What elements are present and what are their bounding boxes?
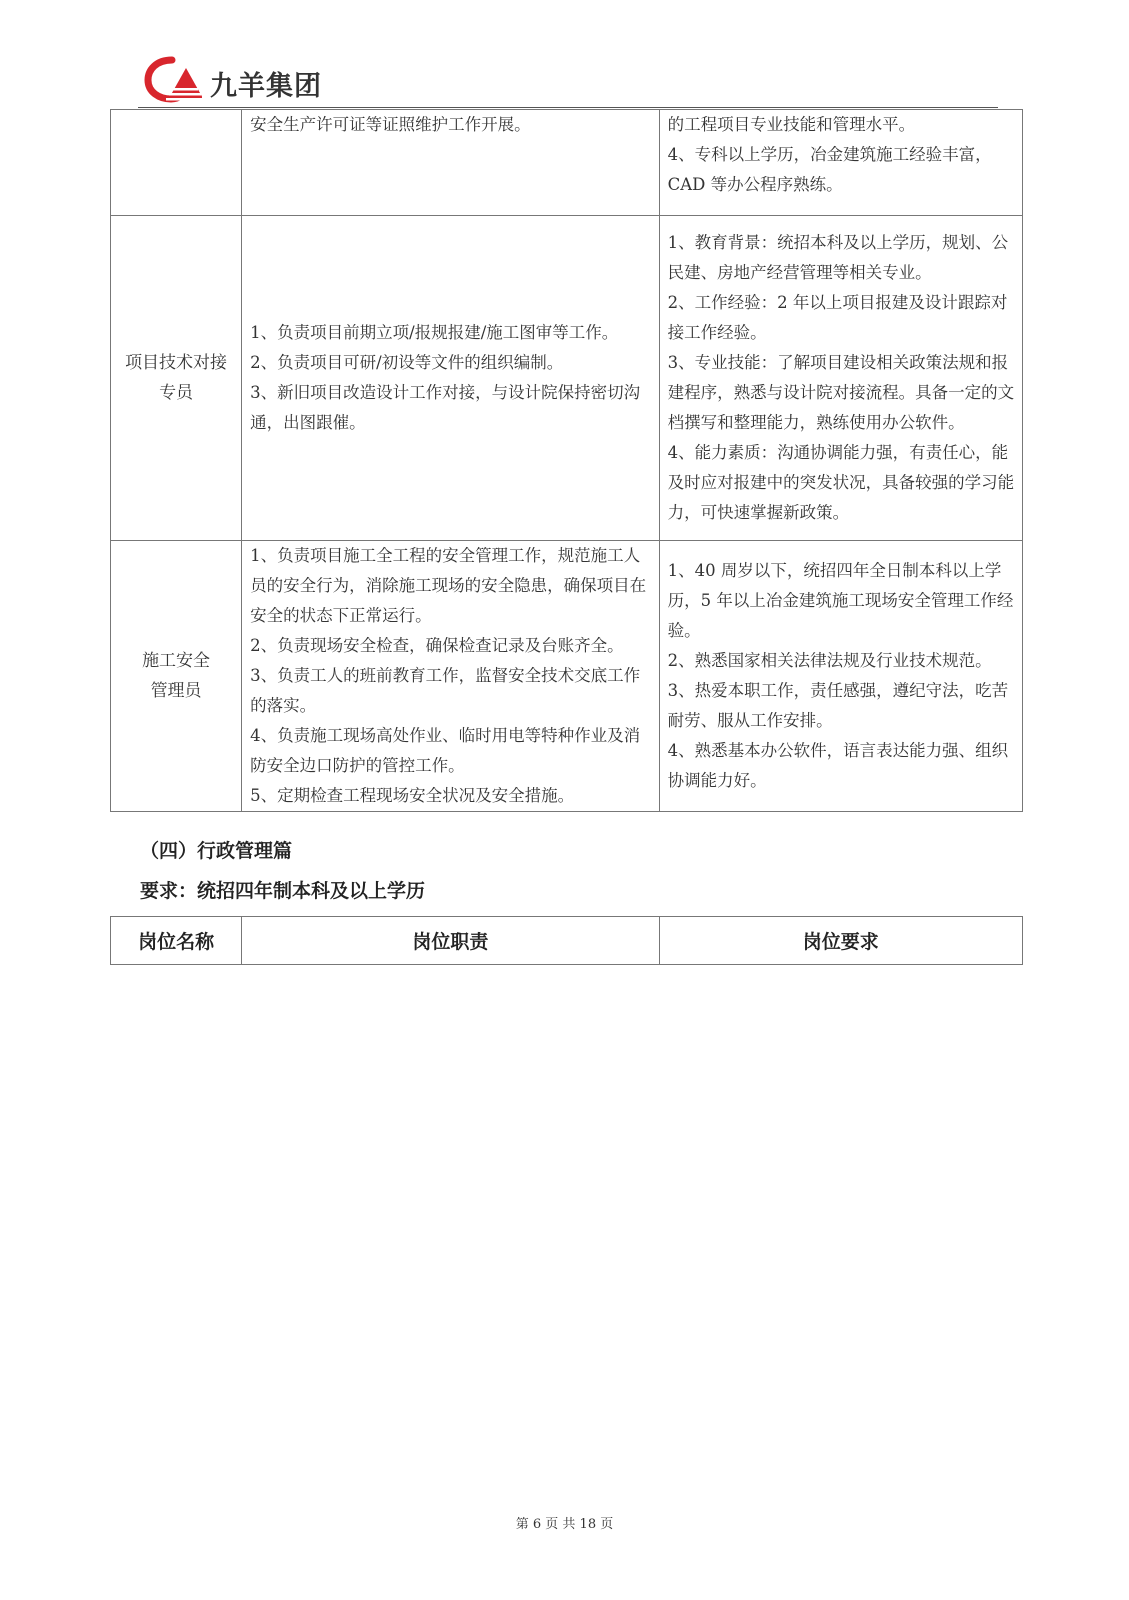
header-divider — [138, 107, 998, 108]
company-name: 九羊集团 — [210, 71, 322, 102]
page-header — [138, 50, 998, 108]
position-name-cell — [111, 110, 242, 216]
duty-item: 5、定期检查工程现场安全状况及安全措施。 — [250, 786, 575, 805]
requirements-cell — [659, 216, 1022, 541]
column-header-position: 岗位名称 — [111, 917, 242, 965]
duty-item: 2、负责项目可研/初设等文件的组织编制。 — [250, 353, 564, 372]
table-row — [111, 110, 1023, 216]
position-name-cell — [111, 216, 242, 541]
duty-item: 1、负责项目施工全工程的安全管理工作，规范施工人员的安全行为，消除施工现场的安全隐患，确保项目在安全的状态下正常运行。 — [250, 546, 647, 625]
position-name: 项目技术对接专员 — [125, 353, 228, 403]
requirements-cell — [659, 541, 1022, 812]
requirements-cell — [659, 110, 1022, 216]
company-logo-icon — [142, 54, 202, 104]
duties-cell — [242, 541, 659, 812]
duty-item: 2、负责现场安全检查，确保检查记录及台账齐全。 — [250, 636, 624, 655]
requirement-item: 2、熟悉国家相关法律法规及行业技术规范。 — [667, 651, 992, 670]
page-number: 第 6 页 共 18 页 — [515, 1517, 614, 1532]
requirement-item: 的工程项目专业技能和管理水平。 — [667, 115, 916, 134]
duties-cell — [242, 216, 659, 541]
duty-item: 3、新旧项目改造设计工作对接，与设计院保持密切沟通，出图跟催。 — [250, 383, 641, 432]
duty-item: 安全生产许可证等证照维护工作开展。 — [250, 115, 531, 134]
column-header-requirements: 岗位要求 — [659, 917, 1022, 965]
duty-item: 4、负责施工现场高处作业、临时用电等特种作业及消防安全边口防护的管控工作。 — [250, 726, 641, 775]
column-header-duties: 岗位职责 — [242, 917, 659, 965]
position-name: 施工安全管理员 — [142, 651, 211, 701]
duties-cell — [242, 110, 659, 216]
requirement-item: 1、教育背景：统招本科及以上学历，规划、公民建、房地产经营管理等相关专业。 — [667, 233, 1009, 282]
table-row — [111, 216, 1023, 541]
requirement-item: 2、工作经验：2 年以上项目报建及设计跟踪对接工作经验。 — [667, 293, 1008, 342]
requirement-item: 4、能力素质：沟通协调能力强，有责任心，能及时应对报建中的突发状况，具备较强的学习能力，可快速掌握新政策。 — [667, 443, 1015, 522]
job-table — [110, 109, 1023, 812]
admin-job-table — [110, 916, 1023, 965]
section-requirement: 要求：统招四年制本科及以上学历 — [140, 880, 426, 902]
position-name-cell — [111, 541, 242, 812]
table-header-row — [111, 917, 1023, 965]
requirement-item: 4、专科以上学历，冶金建筑施工经验丰富，CAD 等办公程序熟练。 — [667, 145, 992, 194]
requirement-item: 3、专业技能：了解项目建设相关政策法规和报建程序，熟悉与设计院对接流程。具备一定的文档撰写和整理能力，熟练使用办公软件。 — [667, 353, 1015, 432]
requirement-item: 4、熟悉基本办公软件，语言表达能力强、组织协调能力好。 — [667, 741, 1009, 790]
duty-item: 1、负责项目前期立项/报规报建/施工图审等工作。 — [250, 323, 619, 342]
requirement-item: 1、40 周岁以下，统招四年全日制本科以上学历，5 年以上冶金建筑施工现场安全管理工作经验。 — [667, 561, 1014, 640]
duty-item: 3、负责工人的班前教育工作，监督安全技术交底工作的落实。 — [250, 666, 641, 715]
requirement-item: 3、热爱本职工作，责任感强，遵纪守法，吃苦耐劳、服从工作安排。 — [667, 681, 1009, 730]
table-row — [111, 541, 1023, 812]
section-title: （四）行政管理篇 — [140, 840, 293, 862]
